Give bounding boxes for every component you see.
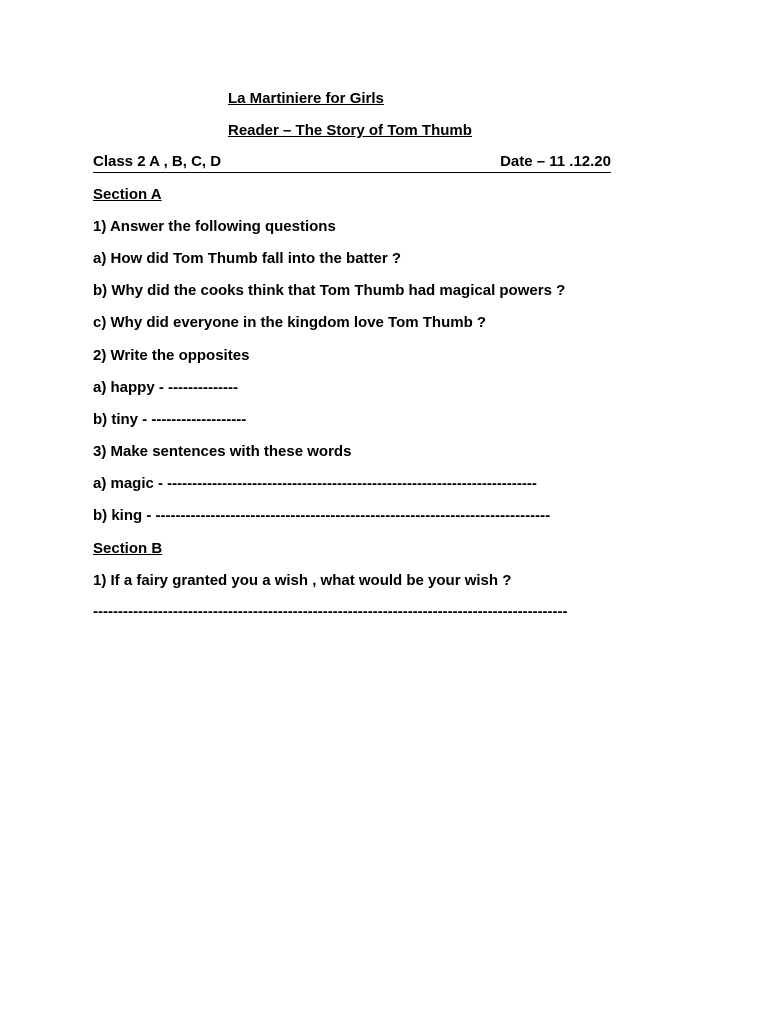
question-3a: a) magic - -------------------------------------------------------------------------- (93, 475, 537, 492)
section-a-heading: Section A (93, 186, 162, 203)
reader-title: Reader – The Story of Tom Thumb (228, 122, 472, 139)
class-date-row (93, 153, 611, 173)
class-label: Class 2 A , B, C, D (93, 153, 222, 170)
question-3b: b) king - ------------------------------------------------------------------------------- (93, 507, 551, 524)
question-2b: b) tiny - ------------------- (93, 411, 247, 428)
question-2a: a) happy - -------------- (93, 379, 238, 396)
question-1b: b) Why did the cooks think that Tom Thumb had magical powers ? (93, 282, 566, 299)
section-b-heading: Section B (93, 540, 163, 557)
section-b-question-1: 1) If a fairy granted you a wish , what would be your wish ? (93, 572, 512, 589)
question-1: 1) Answer the following questions (93, 218, 336, 235)
question-3: 3) Make sentences with these words (93, 443, 352, 460)
question-1a: a) How did Tom Thumb fall into the batter ? (93, 250, 402, 267)
question-2: 2) Write the opposites (93, 347, 250, 364)
date-label: Date – 11 .12.20 (500, 153, 611, 170)
question-1c: c) Why did everyone in the kingdom love Tom Thumb ? (93, 314, 487, 331)
answer-line: ----------------------------------------------------------------------------------------------- (93, 603, 568, 620)
school-name: La Martiniere for Girls (228, 90, 384, 107)
